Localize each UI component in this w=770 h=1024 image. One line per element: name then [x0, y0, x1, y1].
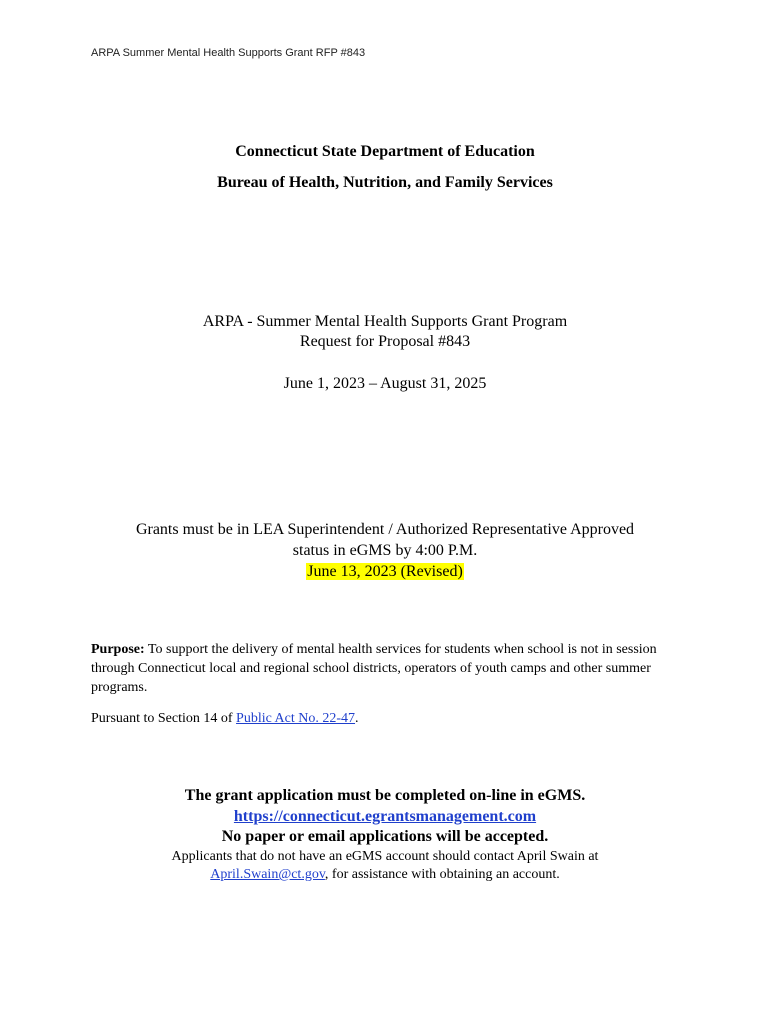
contact-line-1: Applicants that do not have an eGMS account should contact April Swain at — [171, 849, 599, 864]
pursuant-paragraph — [91, 711, 359, 727]
rfp-number: Request for Proposal #843 — [299, 333, 471, 350]
deadline-line-2: status in eGMS by 4:00 P.M. — [292, 542, 478, 559]
deadline-date-wrapper — [0, 563, 770, 581]
deadline-line-1: Grants must be in LEA Superintendent / Authorized Representative Approved — [135, 521, 635, 538]
purpose-label: Purpose: — [91, 642, 145, 657]
grant-period: June 1, 2023 – August 31, 2025 — [283, 375, 487, 392]
bureau-title: Bureau of Health, Nutrition, and Family Services — [217, 174, 553, 191]
contact-line-2 — [0, 867, 770, 883]
purpose-text: To support the delivery of mental health services for students when school is not in session through Connecticut local and regional school districts, operators of youth camps and other summer programs. — [91, 642, 657, 695]
no-paper-notice: No paper or email applications will be accepted. — [221, 828, 549, 845]
running-header: ARPA Summer Mental Health Supports Grant RFP #843 — [91, 47, 366, 59]
program-title: ARPA - Summer Mental Health Supports Grant Program — [202, 313, 568, 330]
contact-email-link[interactable]: April.Swain@ct.gov — [210, 867, 325, 882]
purpose-paragraph — [91, 640, 671, 697]
contact-suffix: , for assistance with obtaining an account. — [324, 867, 560, 882]
deadline-date: June 13, 2023 (Revised) — [307, 563, 463, 580]
public-act-link[interactable]: Public Act No. 22-47 — [236, 711, 356, 726]
egms-url-link[interactable]: https://connecticut.egrantsmanagement.com — [233, 808, 537, 825]
online-notice: The grant application must be completed on-line in eGMS. — [184, 787, 586, 804]
department-title: Connecticut State Department of Education — [235, 143, 535, 160]
egms-url-wrapper — [0, 808, 770, 826]
pursuant-suffix: . — [355, 711, 359, 726]
pursuant-prefix: Pursuant to Section 14 of — [91, 711, 237, 726]
